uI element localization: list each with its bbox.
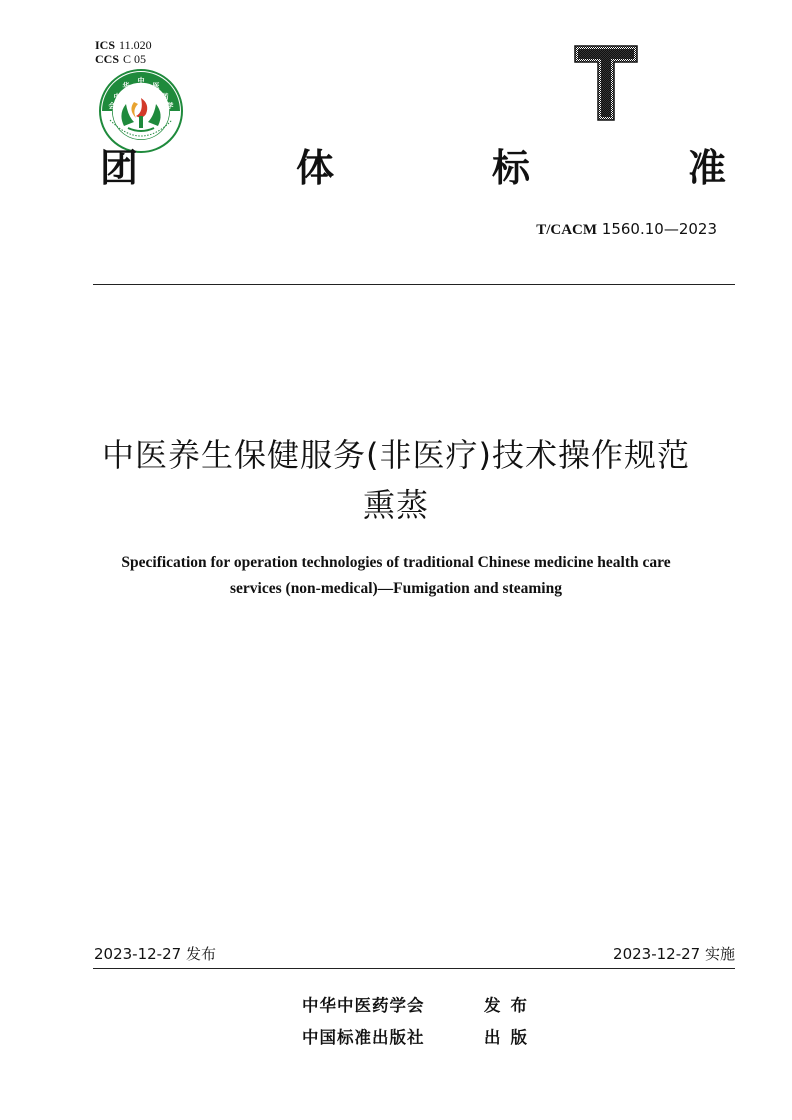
svg-text:中: 中: [113, 93, 121, 101]
english-title-line1: Specification for operation technologies of traditional Chinese medicine health care: [121, 554, 671, 571]
english-title-line2: services (non-medical)—Fumigation and steaming: [230, 580, 562, 597]
ccs-label: CCS: [95, 52, 120, 66]
publisher-org: 中国标准出版社: [302, 1028, 425, 1047]
classification-codes: [95, 38, 152, 66]
svg-text:学: 学: [166, 102, 174, 110]
top-divider: [93, 284, 735, 285]
ccs-code: [95, 52, 152, 66]
svg-text:华: 华: [122, 82, 130, 90]
svg-text:医: 医: [152, 82, 160, 90]
publisher-action: 出版: [484, 1028, 537, 1047]
publisher-row: [302, 992, 537, 1016]
publisher-org: 中华中医药学会: [302, 996, 425, 1015]
ics-code: [95, 38, 152, 52]
svg-text:药: 药: [161, 93, 169, 101]
document-type-title: [100, 142, 726, 194]
implementation-date: 2023-12-27 实施: [613, 945, 735, 963]
doc-type-char: 标: [491, 146, 530, 190]
chinese-title-line2: 熏蒸: [362, 486, 429, 524]
doc-type-char: 准: [687, 146, 726, 190]
standard-prefix: T/CACM: [536, 222, 598, 238]
ccs-value: C 05: [123, 52, 147, 66]
svg-text:会: 会: [108, 102, 116, 110]
ics-label: ICS: [95, 38, 116, 52]
bottom-divider: [93, 968, 735, 969]
standard-number-value: 1560.10—2023: [601, 220, 717, 238]
issue-date: 2023-12-27 发布: [94, 945, 216, 963]
publisher-action: 发布: [484, 996, 537, 1015]
chinese-title-line1: 中医养生保健服务(非医疗)技术操作规范: [102, 436, 690, 474]
ics-value: 11.020: [119, 38, 152, 52]
publisher-row: [302, 1024, 537, 1048]
doc-type-char: 体: [295, 146, 334, 190]
standard-type-letter-icon: [573, 44, 639, 122]
svg-text:中: 中: [137, 77, 145, 85]
doc-type-char: 团: [100, 146, 139, 190]
standard-number: [536, 220, 717, 239]
